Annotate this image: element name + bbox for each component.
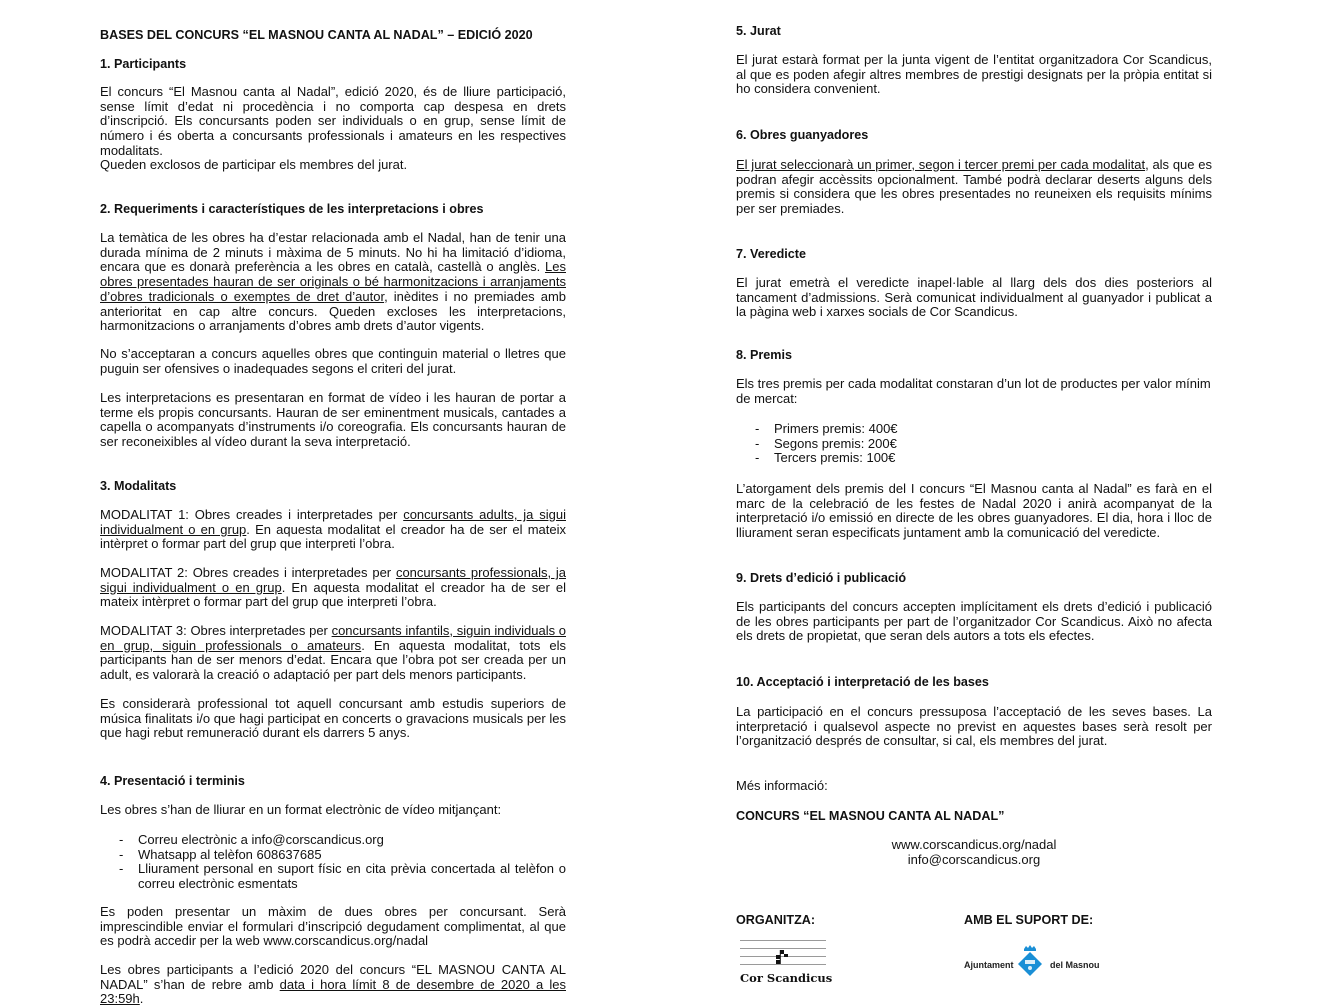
prize-item: - Segons premis: 200€ [736, 437, 1212, 452]
section-4-paragraph-2: Es poden presentar un màxim de dues obres per concursant. Serà imprescindible enviar el formulari d’inscripció degudament complimentat, al que es podrà accedir per la web www.corscandicus.org/nadal [100, 904, 566, 949]
list-item: - Lliurament personal en suport físic en cita prèvia concertada al telèfon o correu electrònic esmentats [100, 862, 566, 891]
cor-scandicus-logo-text: Cor Scandicus [740, 971, 833, 985]
document-title: BASES DEL CONCURS “EL MASNOU CANTA AL NADAL” – EDICIÓ 2020 [100, 28, 533, 42]
prizes-list [736, 422, 1212, 466]
section-3-professional-definition: Es considerarà professional tot aquell concursant amb estudis superiors de música finalitats i/o que hagi participat en concerts o gravacions musicals per les que hagi rebut remuneració durant els darrers 5 anys. [100, 696, 566, 741]
ajuntament-logo-text-left: Ajuntament [964, 960, 1014, 970]
section-1-heading: 1. Participants [100, 57, 187, 71]
more-info-email-link[interactable]: info@corscandicus.org [907, 852, 1041, 867]
section-10-paragraph: La participació en el concurs pressuposa l’acceptació de les seves bases. La interpretació i qualsevol aspecte no previst en aquestes bases serà resolt per l’organització després de consultar, si cal, els membres del jurat. [736, 704, 1212, 749]
underlined-text: concursants professionals, ja sigui individualment o en grup [100, 565, 566, 595]
section-5-paragraph: El jurat estarà format per la junta vigent de l’entitat organitzadora Cor Scandicus, al que es poden afegir altres membres de prestigi designats per la pròpia entitat si ho considera convenient. [736, 52, 1212, 97]
section-9-heading: 9. Drets d’edició i publicació [736, 571, 907, 585]
section-1-paragraph-2: Queden exclosos de participar els membres del jurat. [100, 157, 408, 172]
more-info-web-link[interactable]: www.corscandicus.org/nadal [891, 837, 1057, 852]
section-3-heading: 3. Modalitats [100, 479, 177, 493]
section-2-paragraph-1: La temàtica de les obres ha d’estar relacionada amb el Nadal, han de tenir una durada mínima de 2 minuts i màxima de 5 minuts. No hi ha limitació d’idioma, encara que es donarà preferència a les obres en català, castellà o anglès. Les obres presentades hauran de ser originals o bé harmonitzacions i arranjaments d’obres tradicionals o exemptes de dret d’autor, inèdites i no premiades amb anterioritat en cap altre concurs. Queden excloses les interpretacions, harmonitzacions o arranjaments d’obres amb drets d’autor vigents. [100, 230, 566, 334]
modalitat-3: MODALITAT 3: Obres interpretades per concursants infantils, siguin individuals o en grup, siguin professionals o amateurs. En aquesta modalitat, tots els participants han de ser menors d’edat. Encara que l’obra pot ser creada per un adult, es valorarà la creació o adaptació per part dels menors participants. [100, 623, 566, 683]
underlined-text: concursants adults, ja sigui individualment o en grup [100, 507, 566, 537]
section-8-paragraph-2: L’atorgament dels premis del I concurs “El Masnou canta al Nadal” es farà en el marc de la celebració de les festes de Nadal 2020 i anirà acompanyat de la interpretació i/o emissió en directe de les obres guanyadores. El dia, hora i lloc de lliurament seran especificats juntament amb la comunicació del veredicte. [736, 481, 1212, 541]
section-2-paragraph-3: Les interpretacions es presentaran en format de vídeo i les hauran de portar a terme els propis concursants. Hauran de ser eminentment musicals, cantades a capella o acompanyats d’instruments i/o coreografia. Els concursants hauran de ser reconeixibles al vídeo durant la seva interpretació. [100, 390, 566, 450]
section-7-heading: 7. Veredicte [736, 247, 807, 261]
ajuntament-masnou-logo [964, 944, 1114, 984]
underlined-text: Les obres presentades hauran de ser originals o bé harmonitzacions i arranjaments d’obres tradicionals o exemptes de dret d’autor [100, 259, 566, 304]
prize-item: - Tercers premis: 100€ [736, 451, 1212, 466]
section-10-heading: 10. Acceptació i interpretació de les bases [736, 675, 989, 689]
section-6-paragraph: El jurat seleccionarà un primer, segon i tercer premi per cada modalitat, als que es podran afegir accèssits opcionalment. També podrà declarar deserts alguns dels premis si considera que les obres presentades no reuneixen els requisits mínims per ser premiades. [736, 157, 1212, 217]
more-info-title: CONCURS “EL MASNOU CANTA AL NADAL” [736, 809, 1005, 823]
coat-of-arms-icon [1016, 944, 1044, 978]
section-8-heading: 8. Premis [736, 348, 793, 362]
delivery-methods-list [100, 833, 566, 891]
organitza-label: ORGANITZA: [736, 913, 816, 927]
modalitat-2: MODALITAT 2: Obres creades i interpretades per concursants professionals, ja sigui individualment o en grup. En aquesta modalitat el creador ha de ser el mateix intèrpret o formar part del grup que interpreti l’obra. [100, 565, 566, 610]
section-2-heading: 2. Requeriments i característiques de les interpretacions i obres [100, 202, 484, 216]
section-4-intro: Les obres s’han de lliurar en un format electrònic de vídeo mitjançant: [100, 802, 502, 817]
section-8-intro: Els tres premis per cada modalitat constaran d’un lot de productes per valor mínim de mercat: [736, 376, 1211, 406]
deadline-text: data i hora límit 8 de desembre de 2020 a les 23:59h [100, 976, 566, 1007]
section-7-paragraph: El jurat emetrà el veredicte inapel·lable al llarg dels dos dies posteriors al tancament d’admissions. Serà comunicat individualment al guanyador i publicat a la pàgina web i xarxes socials de Cor Scandicus. [736, 275, 1212, 320]
cor-scandicus-logo [740, 940, 836, 990]
underlined-text: concursants infantils, siguin individuals o en grup, siguin professionals o amateurs [100, 623, 566, 653]
section-6-heading: 6. Obres guanyadores [736, 128, 869, 142]
section-1-paragraph-1: El concurs “El Masnou canta al Nadal”, edició 2020, és de lliure participació, sense límit d’edat ni procedència i no comporta cap despesa en drets d’inscripció. Els concursants poden ser individuals o en grup, sense límit de número i és oberta a concursants professionals i amateurs en les respectives modalitats. [100, 84, 566, 158]
section-9-paragraph: Els participants del concurs accepten implícitament els drets d’edició i publicació de les obres participants per part de l’organitzador Cor Scandicus. Això no afecta els drets de propietat, que seran dels autors a tots els efectes. [736, 599, 1212, 644]
support-label: AMB EL SUPORT DE: [964, 913, 1094, 927]
ajuntament-logo-text-right: del Masnou [1050, 960, 1100, 970]
more-info-label: Més informació: [736, 778, 828, 793]
list-item: - Correu electrònic a info@corscandicus.org [100, 833, 566, 848]
music-notes-icon [774, 946, 794, 966]
section-2-paragraph-2: No s’acceptaran a concurs aquelles obres que continguin material o lletres que puguin ser ofensives o inadequades segons el criteri del jurat. [100, 346, 566, 376]
underlined-text: El jurat seleccionarà un primer, segon i tercer premi per cada modalitat [736, 157, 1146, 172]
section-5-heading: 5. Jurat [736, 24, 781, 38]
section-4-deadline: Les obres participants a l’edició 2020 del concurs “EL MASNOU CANTA AL NADAL” s’han de rebre amb data i hora límit 8 de desembre de 2020 a les 23:59h. [100, 962, 566, 1007]
section-4-heading: 4. Presentació i terminis [100, 774, 245, 788]
prize-item: - Primers premis: 400€ [736, 422, 1212, 437]
modalitat-1: MODALITAT 1: Obres creades i interpretades per concursants adults, ja sigui individualment o en grup. En aquesta modalitat el creador ha de ser el mateix intèrpret o formar part del grup que interpreti l’obra. [100, 507, 566, 552]
list-item: - Whatsapp al telèfon 608637685 [100, 848, 566, 863]
